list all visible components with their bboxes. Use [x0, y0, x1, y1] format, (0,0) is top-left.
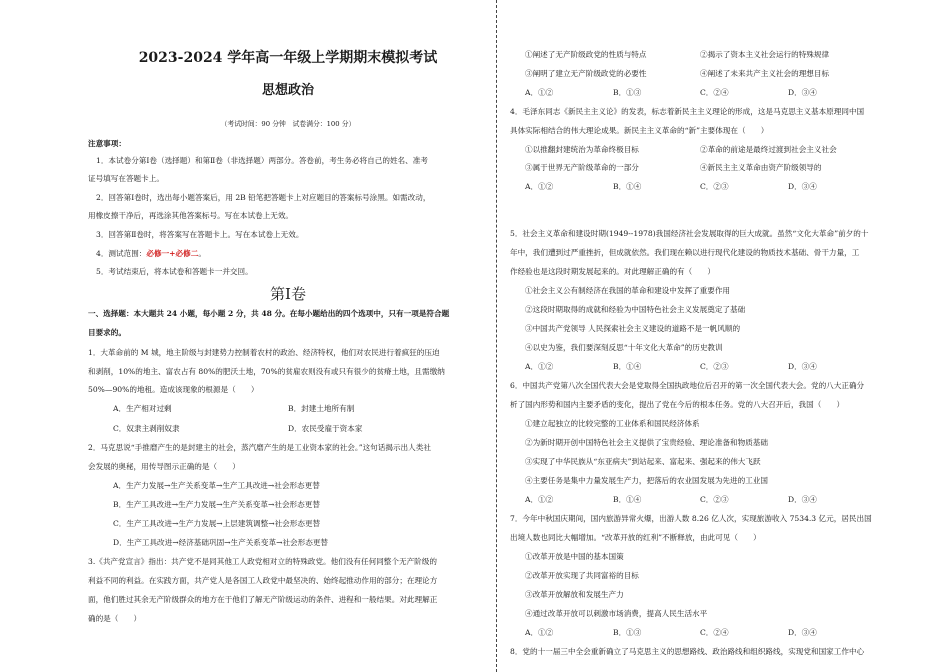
question-6-option-b[interactable]: B．①④	[613, 495, 642, 504]
question-5-statement: ④以史为鉴，我们要深刻反思“十年文化大革命”的历史教训	[525, 343, 723, 352]
question-5-text: 作经验也是这段时期发展起来的。对此理解正确的有（ ）	[510, 267, 716, 276]
question-7-option-a[interactable]: A．①②	[525, 628, 554, 637]
question-7-statement: ③改革开放解放和发展生产力	[525, 590, 624, 599]
question-7-option-b[interactable]: B．①③	[613, 628, 642, 637]
question-7-option-c[interactable]: C．②④	[700, 628, 729, 637]
question-5-text: 5．社会主义革命和建设时期(1949--1978)我国经济社会发展取得的巨大成就。虽然“文化大革命”前夕的十	[510, 229, 869, 238]
question-7-statement: ④通过改革开放可以刺激市场消费，提高人民生活水平	[525, 609, 708, 618]
question-4-option-a[interactable]: A．①②	[525, 182, 554, 191]
note-line: 用橡皮擦干净后，再选涂其他答案标号。写在本试卷上无效。	[88, 211, 294, 220]
question-3-statement: ④阐述了未来共产主义社会的理想目标	[700, 69, 830, 78]
question-1-option-a[interactable]: A．生产相对过剩	[113, 404, 172, 413]
question-2-option-b[interactable]: B．生产工具改进→生产力发展→生产关系变革→社会形态更替	[113, 500, 320, 509]
question-6-statement: ③实现了中华民族从“东亚病夫”到站起来、富起来、强起来的伟大飞跃	[525, 457, 761, 466]
question-4-option-d[interactable]: D．③④	[788, 182, 817, 191]
question-3-text: 面，他们胜过其余无产阶级群众的地方在于他们了解无产阶级运动的条件、进程和一般结果。对此理解正	[88, 595, 438, 604]
question-4-text: 4．毛泽东同志《新民主主义论》的发表，标志着新民主主义理论的形成，这是马克思主义基本原理同中国	[510, 107, 865, 116]
question-6-statement: ④主要任务是集中力量发展生产力，把落后的农业国发展为先进的工业国	[525, 476, 768, 485]
note-line: 3．回答第Ⅱ卷时，将答案写在答题卡上。写在本试卷上无效。	[96, 230, 304, 239]
question-5-statement: ①社会主义公有制经济在我国的革命和建设中发挥了重要作用	[525, 286, 731, 295]
question-2-option-a[interactable]: A．生产力发展→生产关系变革→生产工具改进→社会形态更替	[113, 481, 320, 490]
question-2-option-d[interactable]: D．生产工具改进→经济基础巩固→生产关系变革→社会形态更替	[113, 538, 329, 547]
question-3-option-b[interactable]: B．①③	[613, 88, 642, 97]
question-1-text: 1．大革命前的 M 城，地主阶级与封建势力控制着农村的政治、经济特权，他们对农民进行着疯狂的压迫	[88, 348, 440, 357]
question-7-option-d[interactable]: D．③④	[788, 628, 817, 637]
question-2-text: 2．马克思说“手推磨产生的是封建主的社会，蒸汽磨产生的是工业资本家的社会。”这句话揭示出人类社	[88, 443, 431, 452]
exam-title: 2023-2024 学年高一年级上学期期末模拟考试	[138, 50, 438, 66]
question-1-text: 和剥削，10%的地主、富农占有 80%的肥沃土地，70%的贫雇农则没有或只有很少的贫瘠土地，且需缴纳	[88, 367, 445, 376]
question-3-text: 确的是（ ）	[88, 614, 142, 623]
section-instruction: 一、选择题：本大题共 24 小题，每小题 2 分，共 48 分。在每小题给出的四个选项中，只有一项是符合题	[88, 309, 450, 318]
note-line-range	[96, 250, 206, 258]
question-6-text: 6．中国共产党第八次全国代表大会是党取得全国执政地位后召开的第一次全国代表大会。党的八大正确分	[510, 381, 865, 390]
question-4-text: 具体实际相结合的伟大理论成果。新民主主义革命的“新”主要体现在（ ）	[510, 126, 769, 135]
question-1-option-d[interactable]: D．农民受雇于资本家	[288, 424, 363, 433]
question-3-option-d[interactable]: D．③④	[788, 88, 817, 97]
question-3-text: 利益不同的利益。在实践方面，共产党人是各国工人政党中最坚决的、始终起推动作用的部分；在理论方	[88, 576, 438, 585]
column-divider	[496, 0, 497, 672]
question-4-statement: ①以推翻封建统治为革命终极目标	[525, 145, 639, 154]
question-6-text: 析了国内形势和国内主要矛盾的变化，提出了党在今后的根本任务。党的八大召开后，我国（ ）	[510, 400, 845, 409]
question-3-statement: ②揭示了资本主义社会运行的特殊规律	[700, 50, 830, 59]
note-line: 证号填写在答题卡上。	[88, 174, 164, 183]
question-7-text: 出境人数也同比大幅增加。“改革开放的红利”不断释放，由此可见（ ）	[510, 533, 761, 542]
question-5-statement: ②这段时期取得的成就和经验为中国特色社会主义发展奠定了基础	[525, 305, 746, 314]
question-4-statement: ④新民主主义革命由资产阶级领导的	[700, 163, 822, 172]
question-3-option-a[interactable]: A．①②	[525, 88, 554, 97]
question-5-option-d[interactable]: D．③④	[788, 362, 817, 371]
question-8-text: 8．党的十一届三中全会重新确立了马克思主义的思想路线、政治路线和组织路线，实现党和国家工作中心	[510, 647, 865, 656]
question-4-statement: ③属于世界无产阶级革命的一部分	[525, 163, 639, 172]
notes-heading: 注意事项：	[88, 139, 126, 148]
section-title: 第Ⅰ卷	[270, 285, 306, 303]
question-2-text: 会发展的奥秘，用传导图示正确的是（ ）	[88, 462, 240, 471]
question-6-option-c[interactable]: C．②③	[700, 495, 729, 504]
question-6-statement: ①建立起独立的比较完整的工业体系和国民经济体系	[525, 419, 700, 428]
note-range-value: 必修一+必修二	[146, 249, 199, 258]
question-7-statement: ②改革开放实现了共同富裕的目标	[525, 571, 639, 580]
question-5-option-a[interactable]: A．①②	[525, 362, 554, 371]
question-4-option-b[interactable]: B．①④	[613, 182, 642, 191]
note-line: 1．本试卷分第Ⅰ卷（选择题）和第Ⅱ卷（非选择题）两部分。答卷前，考生务必将自己的姓名、准考	[96, 156, 428, 165]
note-line: 2．回答第Ⅰ卷时，选出每小题答案后，用 2B 铅笔把答题卡上对应题目的答案标号涂黑。如需改动，	[96, 193, 431, 202]
section-instruction: 目要求的。	[88, 328, 126, 337]
question-3-option-c[interactable]: C．②④	[700, 88, 729, 97]
question-3-statement: ③阐明了建立无产阶级政党的必要性	[525, 69, 647, 78]
question-2-option-c[interactable]: C．生产工具改进→生产力发展→上层建筑调整→社会形态更替	[113, 519, 321, 528]
exam-info: （考试时间：90 分钟 试卷满分：100 分）	[220, 120, 356, 128]
question-4-statement: ②革命的前途是最终过渡到社会主义社会	[700, 145, 837, 154]
question-5-statement: ③中国共产党领导 人民探索社会主义建设的道路不是一帆风顺的	[525, 324, 741, 333]
subject-title: 思想政治	[261, 83, 314, 98]
note-line: 5．考试结束后，将本试卷和答题卡一并交回。	[96, 267, 253, 276]
question-6-option-a[interactable]: A．①②	[525, 495, 554, 504]
question-6-option-d[interactable]: D．③④	[788, 495, 817, 504]
question-6-statement: ②为新时期开创中国特色社会主义提供了宝贵经验、理论准备和物质基础	[525, 438, 768, 447]
question-3-statement: ①阐述了无产阶级政党的性质与特点	[525, 50, 647, 59]
question-1-option-c[interactable]: C．奴隶主剥削奴隶	[113, 424, 180, 433]
question-7-statement: ①改革开放是中国的基本国策	[525, 552, 624, 561]
question-4-option-c[interactable]: C．②③	[700, 182, 729, 191]
note-range-prefix: 4．测试范围：	[96, 249, 147, 258]
question-7-text: 7．今年中秋国庆期间，国内旅游异常火爆，出游人数 8.26 亿人次，实现旅游收入 7534.3 亿元，居民出国	[510, 514, 872, 523]
question-5-option-c[interactable]: C．②③	[700, 362, 729, 371]
question-1-text: 50%—90%的地租。造成该现象的根源是（ ）	[88, 385, 259, 394]
question-5-option-b[interactable]: B．①④	[613, 362, 642, 371]
question-1-option-b[interactable]: B．封建土地所有制	[288, 404, 355, 413]
question-5-text: 年中，我们遭到过严重挫折，但成就依然。我们现在赖以进行现代化建设的物质技术基础、骨干力量，工	[510, 248, 860, 257]
question-3-text: 3.《共产党宣言》指出：共产党不是同其他工人政党相对立的特殊政党。他们没有任何同整个无产阶级的	[88, 557, 437, 566]
note-range-suffix: 。	[198, 249, 206, 258]
